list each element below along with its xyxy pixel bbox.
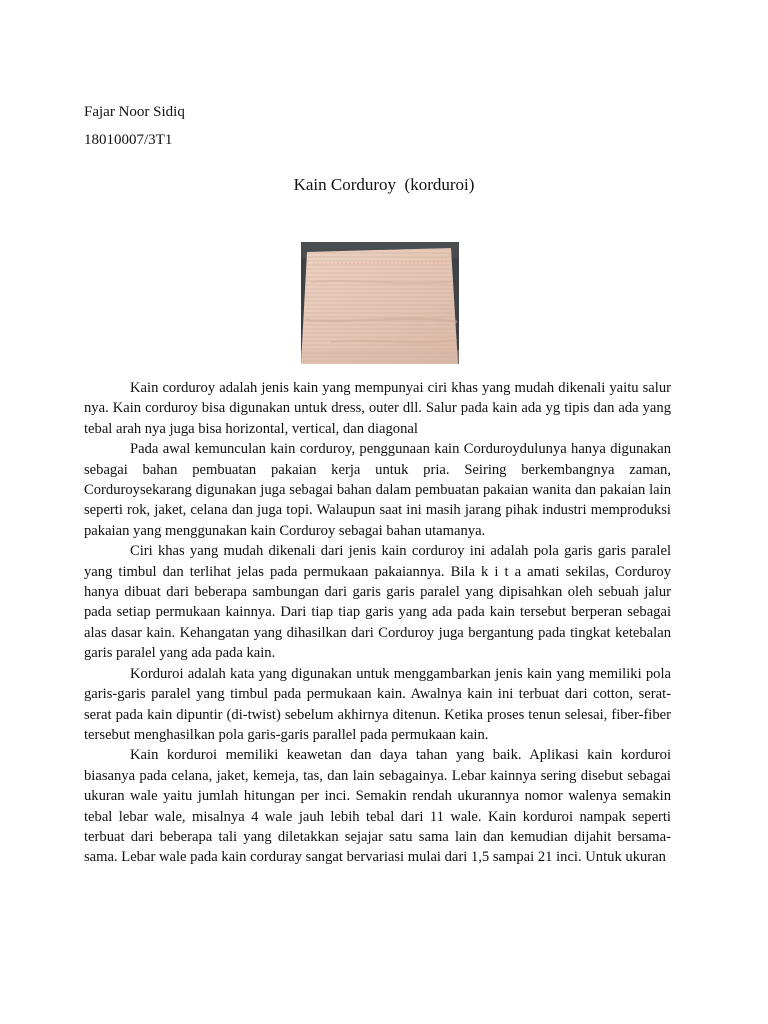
corduroy-fabric-photo xyxy=(301,242,459,364)
author-block xyxy=(84,98,185,154)
article-body xyxy=(84,378,671,868)
author-id: 18010007/3T1 xyxy=(84,132,173,148)
fabric-image xyxy=(301,242,459,364)
paragraph-intro: Kain corduroy adalah jenis kain yang mempunyai ciri khas yang mudah dikenali yaitu salur nya. Kain corduroy bisa digunakan untuk dress, outer dll. Salur pada kain ada yg tipis dan ada yang tebal arah nya juga bisa horizontal, vertical, dan diagonal xyxy=(84,380,671,437)
paragraph-durability: Kain korduroi memiliki keawetan dan daya tahan yang baik. Aplikasi kain korduroi biasanya pada celana, jaket, kemeja, tas, dan lain sebagainya. Lebar kainnya sering disebut sebagai ukuran wale yaitu jumlah hitungan per inci. Semakin rendah ukurannya nomor walenya semakin tebal lebar wale, misalnya 4 wale jauh lebih tebal dari 11 wale. Kain korduroi nampak seperti terbuat dari beberapa tali yang diletakkan sejajar satu sama lain dan kemudian dijahit bersama-sama. Lebar wale pada kain corduray sangat bervariasi mulai dari 1,5 sampai 21 inci. Untuk ukuran xyxy=(84,747,671,866)
paragraph-characteristics: Ciri khas yang mudah dikenali dari jenis kain corduroy ini adalah pola garis garis paralel yang timbul dan terlihat jelas pada permukaan pakaiannya. Bila k i t a amati sekilas, Corduroy hanya dibuat dari beberapa sambungan dari garis garis paralel yang dipisahkan oleh sebuah jalur pada setiap permukaan kainnya. Dari tiap tiap garis yang ada pada kain tersebut berperan sebagai alas dasar kain. Kehangatan yang dihasilkan dari Corduroy juga bergantung pada tingkat ketebalan garis paralel yang ada pada kain. xyxy=(84,543,671,662)
author-name: Fajar Noor Sidiq xyxy=(84,104,185,120)
paragraph-definition: Korduroi adalah kata yang digunakan untuk menggambarkan jenis kain yang memiliki pola garis-garis paralel yang timbul pada permukaan kain. Awalnya kain ini terbuat dari cotton, serat-serat pada kain dipuntir (di-twist) sebelum akhirnya ditenun. Ketika proses tenun selesai, fiber-fiber tersebut menghasilkan pola garis-garis parallel pada permukaan kain. xyxy=(84,665,671,743)
paragraph-history: Pada awal kemunculan kain corduroy, penggunaan kain Corduroydulunya hanya digunakan sebagai bahan pembuatan pakaian kerja untuk pria. Seiring berkembangnya zaman, Corduroysekarang digunakan juga sebagai bahan dalam pembuatan pakaian wanita dan pakaian lain seperti rok, jaket, celana dan juga topi. Walaupun saat ini masih jarang pihak industri memproduksi pakaian yang menggunakan kain Corduroy sebagai bahan utamanya. xyxy=(84,441,671,539)
document-title: Kain Corduroy (korduroi) xyxy=(293,175,475,194)
